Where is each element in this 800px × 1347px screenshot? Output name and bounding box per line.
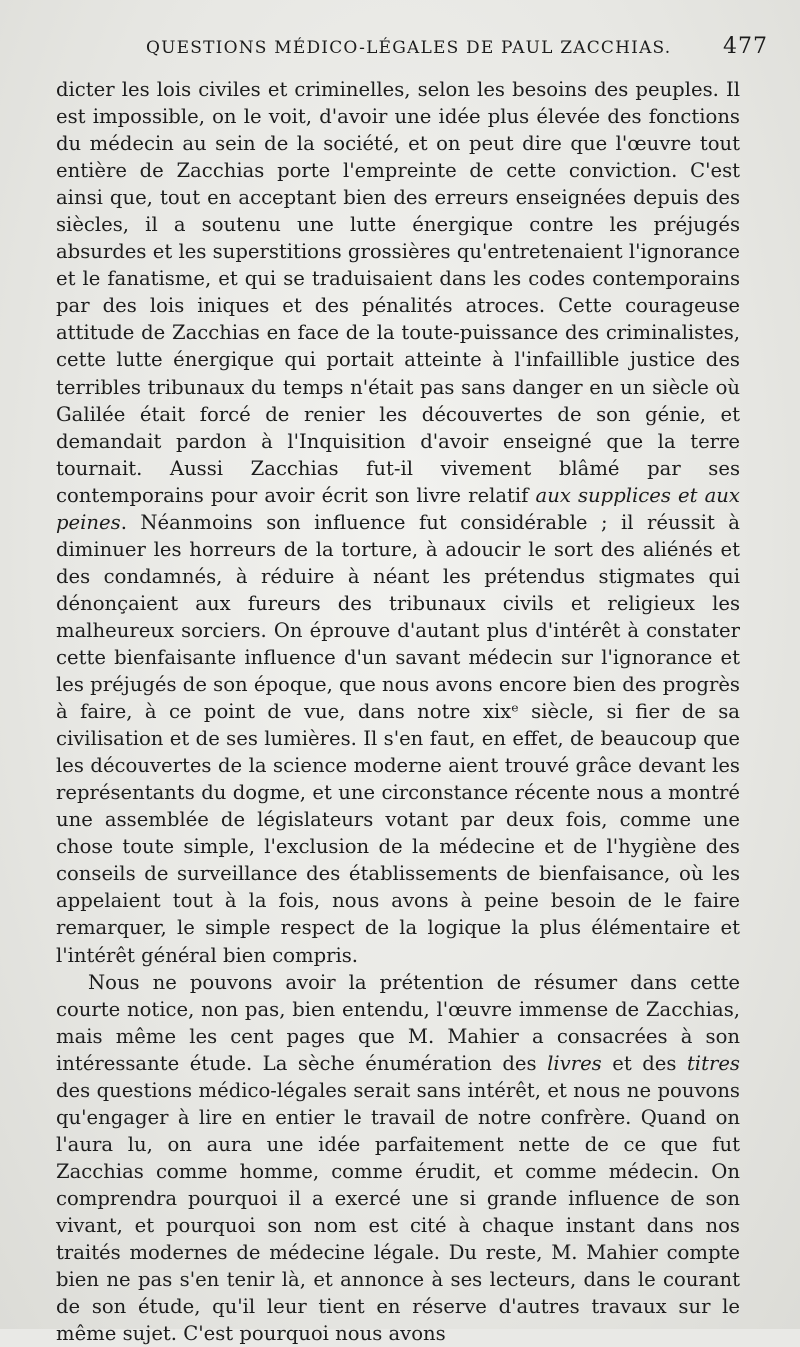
paragraph-2-text-b: des questions médico-légales serait sans intérêt, et nous ne pouvons qu'engager à lire en entier le travail de notre confrère. Quand on l'aura lu, on aura une idée parfaitement nette de ce que fut Zacchias comme homme, comme érudit, et comme médecin. On comprendra pourquoi il a exercé une si grande influence de son vivant, et pourquoi son nom est cité à chaque instant dans nos traités modernes de médecine légale. Du reste, M. Mahier compte bien ne pas s'en tenir là, et annonce à ses lecteurs, dans le courant de son étude, qu'il leur tient en réserve d'autres travaux sur le même sujet. C'est pourquoi nous avons xyxy=(56,1078,740,1346)
paragraph-2 xyxy=(56,969,740,1347)
paragraph-2-italic-2: titres xyxy=(686,1051,740,1075)
paragraph-2-text-mid: et des xyxy=(601,1051,687,1075)
paragraph-1 xyxy=(56,76,740,969)
running-head: QUESTIONS MÉDICO-LÉGALES DE PAUL ZACCHIAS. xyxy=(146,38,672,58)
paragraph-2-italic-1: livres xyxy=(547,1051,602,1075)
paragraph-1-text-b: . Néanmoins son influence fut considérable ; il réussit à diminuer les horreurs de la torture, à adoucir le sort des aliénés et des condamnés, à réduire à néant les prétendus stigmates qui dénonçaient aux fureurs des tribunaux civils et religieux les malheureux sorciers. On éprouve d'autant plus d'intérêt à constater cette bienfaisante influence d'un savant médecin sur l'ignorance et les préjugés de son époque, que nous avons encore bien des progrès à faire, à ce point de vue, dans notre xixᵉ siècle, si fier de sa civilisation et de ses lumières. Il s'en faut, en effet, de beaucoup que les découvertes de la science moderne aient trouvé grâce devant les représentants du dogme, et une circonstance récente nous a montré une assemblée de législateurs votant par deux fois, comme une chose toute simple, l'exclusion de la médecine et de l'hygiène des conseils de surveillance des établissements de bienfaisance, où les appelaient tout à la fois, nous avons à peine besoin de le faire remarquer, le simple respect de la logique la plus élémentaire et l'intérêt général bien compris. xyxy=(56,510,740,967)
paragraph-1-text-a: dicter les lois civiles et criminelles, selon les besoins des peuples. Il est impossible, on le voit, d'avoir une idée plus élevée des fonctions du médecin au sein de la société, et on peut dire que l'œuvre tout entière de Zacchias porte l'empreinte de cette conviction. C'est ainsi que, tout en acceptant bien des erreurs enseignées depuis des siècles, il a soutenu une lutte énergique contre les préjugés absurdes et les superstitions grossières qu'entretenaient l'ignorance et le fanatisme, et qui se traduisaient dans les codes contemporains par des lois iniques et des pénalités atroces. Cette courageuse attitude de Zacchias en face de la toute-puissance des criminalistes, cette lutte énergique qui portait atteinte à l'infaillible justice des terribles tribunaux du temps n'était pas sans danger en un siècle où Galilée était forcé de renier les découvertes de son génie, et demandait pardon à l'Inquisition d'avoir enseigné que la terre tournait. Aussi Zacchias fut-il vivement blâmé par ses contemporains pour avoir écrit son livre relatif xyxy=(56,78,740,507)
paragraph-1-italic: aux supplices et aux peines xyxy=(56,483,740,534)
page-header xyxy=(146,34,776,74)
body-text xyxy=(56,76,740,1347)
page-number: 477 xyxy=(723,34,768,59)
paragraph-2-text-a: Nous ne pouvons avoir la prétention de résumer dans cette courte notice, non pas, bien entendu, l'œuvre immense de Zacchias, mais même les cent pages que M. Mahier a consacrées à son intéressante étude. La sèche énumération des xyxy=(56,970,740,1075)
